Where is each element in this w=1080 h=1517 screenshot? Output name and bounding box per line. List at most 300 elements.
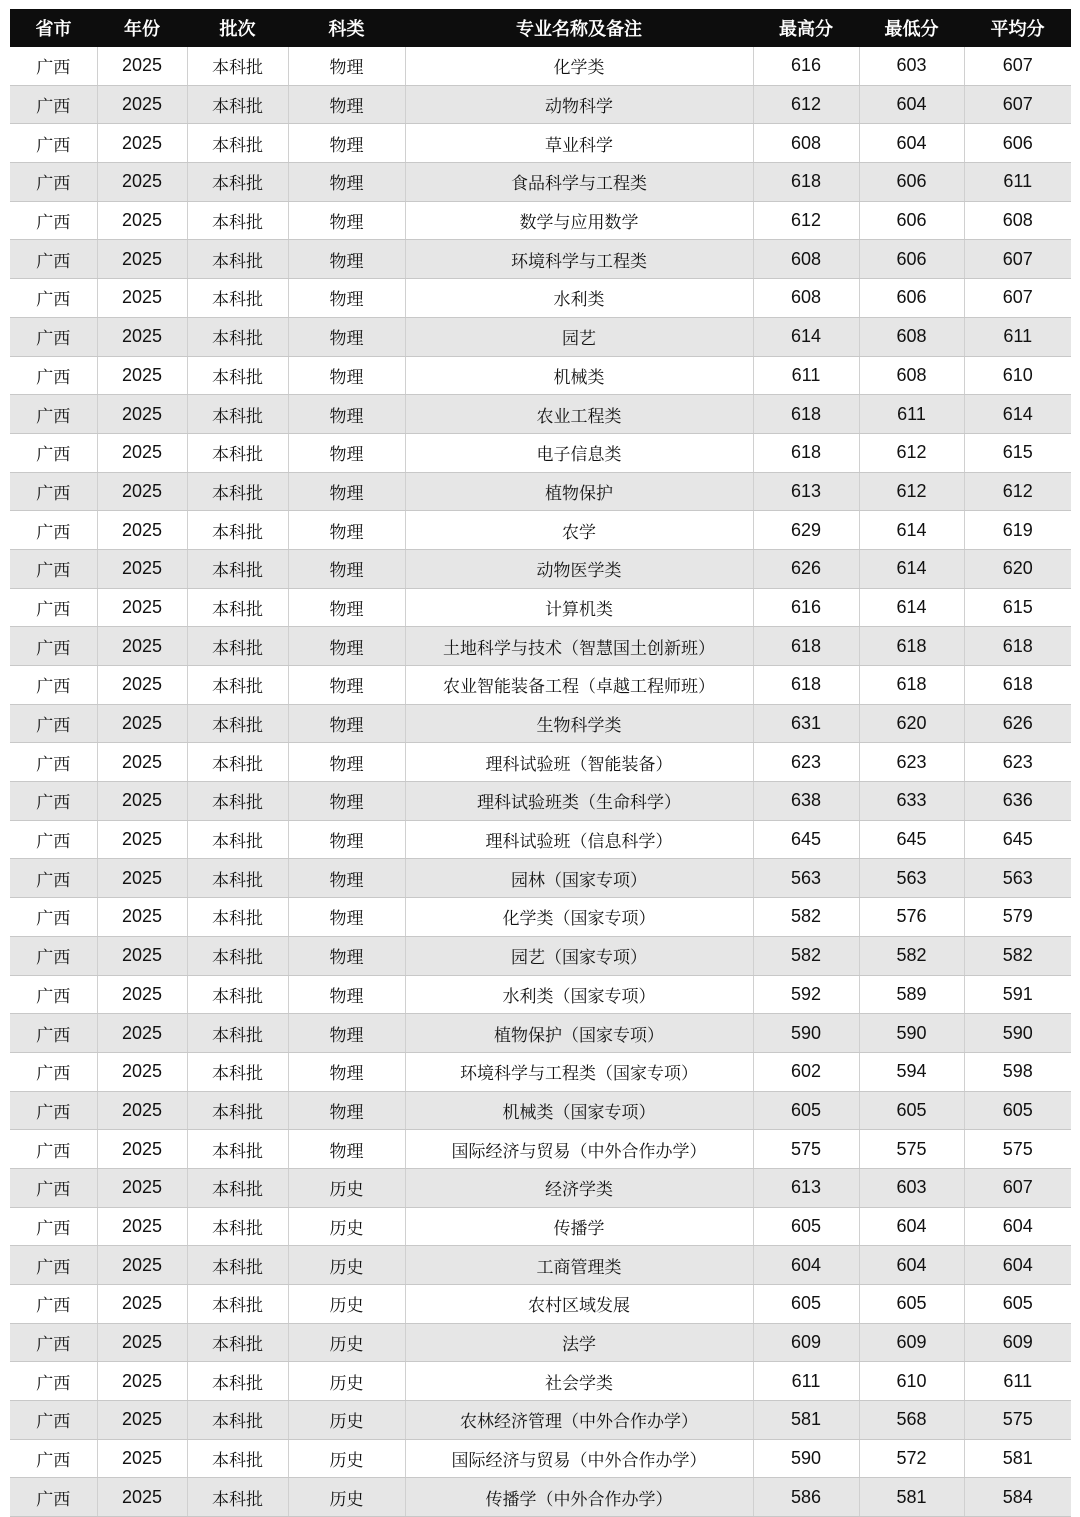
cell-year: 2025 <box>97 356 187 395</box>
cell-year: 2025 <box>97 782 187 821</box>
cell-batch: 本科批 <box>187 936 288 975</box>
cell-major-name: 法学 <box>405 1323 753 1362</box>
cell-province: 广西 <box>10 124 97 163</box>
cell-major-name: 食品科学与工程类 <box>405 163 753 202</box>
cell-province: 广西 <box>10 201 97 240</box>
table-row <box>10 472 1071 511</box>
cell-year: 2025 <box>97 1014 187 1053</box>
cell-avg-score: 611 <box>964 1362 1071 1401</box>
cell-major-name: 植物保护 <box>405 472 753 511</box>
cell-min-score: 603 <box>859 47 964 85</box>
cell-year: 2025 <box>97 317 187 356</box>
cell-batch: 本科批 <box>187 1478 288 1517</box>
cell-batch: 本科批 <box>187 47 288 85</box>
cell-min-score: 582 <box>859 936 964 975</box>
header-batch: 批次 <box>187 9 288 47</box>
cell-max-score: 602 <box>753 1052 859 1091</box>
cell-max-score: 631 <box>753 704 859 743</box>
cell-max-score: 613 <box>753 472 859 511</box>
cell-year: 2025 <box>97 1246 187 1285</box>
cell-avg-score: 591 <box>964 975 1071 1014</box>
cell-subject-category: 物理 <box>288 47 405 85</box>
cell-subject-category: 历史 <box>288 1478 405 1517</box>
cell-subject-category: 物理 <box>288 859 405 898</box>
cell-batch: 本科批 <box>187 975 288 1014</box>
cell-major-name: 社会学类 <box>405 1362 753 1401</box>
cell-year: 2025 <box>97 743 187 782</box>
table-row <box>10 201 1071 240</box>
header-year: 年份 <box>97 9 187 47</box>
cell-province: 广西 <box>10 85 97 124</box>
table-row <box>10 511 1071 550</box>
cell-batch: 本科批 <box>187 1014 288 1053</box>
table-row <box>10 1362 1071 1401</box>
cell-avg-score: 636 <box>964 782 1071 821</box>
cell-min-score: 614 <box>859 549 964 588</box>
cell-min-score: 605 <box>859 1091 964 1130</box>
table-row <box>10 279 1071 318</box>
cell-major-name: 理科试验班类（生命科学） <box>405 782 753 821</box>
cell-major-name: 农学 <box>405 511 753 550</box>
cell-year: 2025 <box>97 627 187 666</box>
cell-year: 2025 <box>97 85 187 124</box>
table-row <box>10 549 1071 588</box>
table-row <box>10 782 1071 821</box>
cell-max-score: 604 <box>753 1246 859 1285</box>
cell-avg-score: 645 <box>964 820 1071 859</box>
cell-province: 广西 <box>10 549 97 588</box>
score-table-container <box>10 9 1071 1517</box>
cell-major-name: 动物科学 <box>405 85 753 124</box>
cell-min-score: 572 <box>859 1439 964 1478</box>
cell-batch: 本科批 <box>187 627 288 666</box>
cell-province: 广西 <box>10 1091 97 1130</box>
cell-avg-score: 615 <box>964 588 1071 627</box>
cell-batch: 本科批 <box>187 1091 288 1130</box>
cell-major-name: 农林经济管理（中外合作办学） <box>405 1401 753 1440</box>
cell-year: 2025 <box>97 433 187 472</box>
cell-avg-score: 619 <box>964 511 1071 550</box>
cell-max-score: 605 <box>753 1091 859 1130</box>
cell-year: 2025 <box>97 124 187 163</box>
cell-max-score: 618 <box>753 666 859 705</box>
table-row <box>10 1052 1071 1091</box>
cell-year: 2025 <box>97 279 187 318</box>
cell-province: 广西 <box>10 859 97 898</box>
cell-major-name: 理科试验班（信息科学） <box>405 820 753 859</box>
cell-year: 2025 <box>97 511 187 550</box>
cell-year: 2025 <box>97 704 187 743</box>
cell-subject-category: 物理 <box>288 85 405 124</box>
cell-batch: 本科批 <box>187 1362 288 1401</box>
cell-batch: 本科批 <box>187 820 288 859</box>
cell-batch: 本科批 <box>187 588 288 627</box>
cell-batch: 本科批 <box>187 317 288 356</box>
cell-subject-category: 物理 <box>288 936 405 975</box>
cell-min-score: 606 <box>859 163 964 202</box>
cell-batch: 本科批 <box>187 279 288 318</box>
cell-max-score: 612 <box>753 201 859 240</box>
cell-max-score: 590 <box>753 1439 859 1478</box>
cell-province: 广西 <box>10 588 97 627</box>
table-row <box>10 85 1071 124</box>
cell-province: 广西 <box>10 1362 97 1401</box>
table-row <box>10 395 1071 434</box>
cell-min-score: 590 <box>859 1014 964 1053</box>
cell-province: 广西 <box>10 1478 97 1517</box>
cell-year: 2025 <box>97 666 187 705</box>
table-row <box>10 666 1071 705</box>
cell-batch: 本科批 <box>187 124 288 163</box>
cell-year: 2025 <box>97 472 187 511</box>
cell-province: 广西 <box>10 356 97 395</box>
cell-province: 广西 <box>10 240 97 279</box>
table-row <box>10 936 1071 975</box>
cell-max-score: 638 <box>753 782 859 821</box>
cell-province: 广西 <box>10 1323 97 1362</box>
cell-max-score: 582 <box>753 936 859 975</box>
cell-subject-category: 物理 <box>288 472 405 511</box>
cell-max-score: 605 <box>753 1285 859 1324</box>
cell-avg-score: 584 <box>964 1478 1071 1517</box>
cell-province: 广西 <box>10 782 97 821</box>
cell-major-name: 计算机类 <box>405 588 753 627</box>
cell-min-score: 618 <box>859 666 964 705</box>
cell-subject-category: 物理 <box>288 975 405 1014</box>
cell-year: 2025 <box>97 859 187 898</box>
cell-batch: 本科批 <box>187 433 288 472</box>
table-row <box>10 433 1071 472</box>
cell-subject-category: 历史 <box>288 1401 405 1440</box>
cell-min-score: 610 <box>859 1362 964 1401</box>
cell-year: 2025 <box>97 1401 187 1440</box>
cell-avg-score: 618 <box>964 627 1071 666</box>
cell-province: 广西 <box>10 898 97 937</box>
cell-min-score: 633 <box>859 782 964 821</box>
cell-year: 2025 <box>97 1285 187 1324</box>
cell-batch: 本科批 <box>187 511 288 550</box>
cell-batch: 本科批 <box>187 898 288 937</box>
cell-major-name: 化学类 <box>405 47 753 85</box>
cell-major-name: 园艺（国家专项） <box>405 936 753 975</box>
cell-batch: 本科批 <box>187 1168 288 1207</box>
cell-min-score: 604 <box>859 85 964 124</box>
cell-avg-score: 582 <box>964 936 1071 975</box>
cell-province: 广西 <box>10 975 97 1014</box>
cell-subject-category: 物理 <box>288 898 405 937</box>
cell-avg-score: 611 <box>964 163 1071 202</box>
cell-min-score: 606 <box>859 201 964 240</box>
cell-subject-category: 物理 <box>288 666 405 705</box>
cell-max-score: 609 <box>753 1323 859 1362</box>
cell-avg-score: 590 <box>964 1014 1071 1053</box>
header-major-name: 专业名称及备注 <box>405 9 753 47</box>
cell-year: 2025 <box>97 975 187 1014</box>
cell-province: 广西 <box>10 279 97 318</box>
cell-max-score: 581 <box>753 1401 859 1440</box>
cell-min-score: 612 <box>859 433 964 472</box>
cell-avg-score: 579 <box>964 898 1071 937</box>
table-row <box>10 47 1071 85</box>
cell-min-score: 606 <box>859 240 964 279</box>
table-row <box>10 124 1071 163</box>
cell-subject-category: 历史 <box>288 1207 405 1246</box>
cell-province: 广西 <box>10 666 97 705</box>
cell-batch: 本科批 <box>187 1052 288 1091</box>
cell-max-score: 613 <box>753 1168 859 1207</box>
cell-max-score: 612 <box>753 85 859 124</box>
cell-subject-category: 物理 <box>288 124 405 163</box>
cell-avg-score: 605 <box>964 1285 1071 1324</box>
cell-major-name: 园林（国家专项） <box>405 859 753 898</box>
cell-year: 2025 <box>97 1052 187 1091</box>
cell-province: 广西 <box>10 743 97 782</box>
cell-major-name: 电子信息类 <box>405 433 753 472</box>
cell-min-score: 563 <box>859 859 964 898</box>
cell-batch: 本科批 <box>187 743 288 782</box>
cell-min-score: 594 <box>859 1052 964 1091</box>
cell-year: 2025 <box>97 240 187 279</box>
cell-subject-category: 物理 <box>288 356 405 395</box>
cell-province: 广西 <box>10 1207 97 1246</box>
cell-subject-category: 物理 <box>288 511 405 550</box>
cell-major-name: 理科试验班（智能装备） <box>405 743 753 782</box>
table-body <box>10 47 1071 1517</box>
cell-major-name: 动物医学类 <box>405 549 753 588</box>
cell-province: 广西 <box>10 627 97 666</box>
cell-province: 广西 <box>10 1246 97 1285</box>
cell-major-name: 园艺 <box>405 317 753 356</box>
cell-major-name: 国际经济与贸易（中外合作办学） <box>405 1439 753 1478</box>
cell-major-name: 数学与应用数学 <box>405 201 753 240</box>
cell-year: 2025 <box>97 1091 187 1130</box>
cell-subject-category: 历史 <box>288 1285 405 1324</box>
cell-min-score: 609 <box>859 1323 964 1362</box>
table-row <box>10 240 1071 279</box>
cell-avg-score: 575 <box>964 1401 1071 1440</box>
table-row <box>10 1130 1071 1169</box>
cell-min-score: 604 <box>859 1207 964 1246</box>
table-row <box>10 975 1071 1014</box>
table-row <box>10 317 1071 356</box>
cell-major-name: 农业智能装备工程（卓越工程师班） <box>405 666 753 705</box>
cell-max-score: 614 <box>753 317 859 356</box>
cell-min-score: 620 <box>859 704 964 743</box>
cell-batch: 本科批 <box>187 201 288 240</box>
cell-subject-category: 物理 <box>288 395 405 434</box>
cell-max-score: 616 <box>753 588 859 627</box>
cell-max-score: 611 <box>753 1362 859 1401</box>
cell-min-score: 575 <box>859 1130 964 1169</box>
cell-min-score: 589 <box>859 975 964 1014</box>
cell-batch: 本科批 <box>187 1439 288 1478</box>
cell-subject-category: 物理 <box>288 743 405 782</box>
table-row <box>10 898 1071 937</box>
cell-subject-category: 历史 <box>288 1168 405 1207</box>
cell-avg-score: 614 <box>964 395 1071 434</box>
cell-batch: 本科批 <box>187 549 288 588</box>
cell-batch: 本科批 <box>187 1323 288 1362</box>
table-row <box>10 743 1071 782</box>
cell-year: 2025 <box>97 1323 187 1362</box>
cell-year: 2025 <box>97 47 187 85</box>
cell-max-score: 586 <box>753 1478 859 1517</box>
cell-min-score: 645 <box>859 820 964 859</box>
cell-avg-score: 581 <box>964 1439 1071 1478</box>
cell-major-name: 经济学类 <box>405 1168 753 1207</box>
cell-min-score: 603 <box>859 1168 964 1207</box>
cell-province: 广西 <box>10 1014 97 1053</box>
cell-max-score: 629 <box>753 511 859 550</box>
cell-subject-category: 物理 <box>288 1014 405 1053</box>
cell-max-score: 645 <box>753 820 859 859</box>
header-subject-category: 科类 <box>288 9 405 47</box>
cell-major-name: 传播学 <box>405 1207 753 1246</box>
cell-avg-score: 607 <box>964 240 1071 279</box>
cell-batch: 本科批 <box>187 163 288 202</box>
cell-max-score: 575 <box>753 1130 859 1169</box>
cell-year: 2025 <box>97 1478 187 1517</box>
table-row <box>10 1014 1071 1053</box>
cell-subject-category: 物理 <box>288 433 405 472</box>
cell-avg-score: 575 <box>964 1130 1071 1169</box>
table-row <box>10 859 1071 898</box>
cell-year: 2025 <box>97 936 187 975</box>
cell-year: 2025 <box>97 201 187 240</box>
cell-batch: 本科批 <box>187 1246 288 1285</box>
cell-province: 广西 <box>10 163 97 202</box>
cell-province: 广西 <box>10 472 97 511</box>
cell-batch: 本科批 <box>187 1130 288 1169</box>
cell-province: 广西 <box>10 1052 97 1091</box>
table-row <box>10 1439 1071 1478</box>
cell-major-name: 工商管理类 <box>405 1246 753 1285</box>
cell-min-score: 608 <box>859 317 964 356</box>
cell-major-name: 生物科学类 <box>405 704 753 743</box>
cell-max-score: 563 <box>753 859 859 898</box>
table-row <box>10 1285 1071 1324</box>
cell-batch: 本科批 <box>187 782 288 821</box>
header-max-score: 最高分 <box>753 9 859 47</box>
cell-min-score: 614 <box>859 511 964 550</box>
cell-province: 广西 <box>10 1168 97 1207</box>
cell-min-score: 604 <box>859 124 964 163</box>
cell-major-name: 农业工程类 <box>405 395 753 434</box>
cell-subject-category: 物理 <box>288 627 405 666</box>
cell-max-score: 626 <box>753 549 859 588</box>
header-avg-score: 平均分 <box>964 9 1071 47</box>
cell-subject-category: 历史 <box>288 1323 405 1362</box>
cell-max-score: 608 <box>753 124 859 163</box>
table-row <box>10 1091 1071 1130</box>
cell-batch: 本科批 <box>187 356 288 395</box>
cell-major-name: 传播学（中外合作办学） <box>405 1478 753 1517</box>
cell-subject-category: 历史 <box>288 1439 405 1478</box>
header-row <box>10 9 1071 47</box>
cell-min-score: 618 <box>859 627 964 666</box>
cell-major-name: 环境科学与工程类（国家专项） <box>405 1052 753 1091</box>
table-header <box>10 9 1071 47</box>
cell-year: 2025 <box>97 1439 187 1478</box>
cell-avg-score: 626 <box>964 704 1071 743</box>
cell-province: 广西 <box>10 1401 97 1440</box>
cell-max-score: 582 <box>753 898 859 937</box>
cell-year: 2025 <box>97 898 187 937</box>
cell-avg-score: 618 <box>964 666 1071 705</box>
cell-avg-score: 609 <box>964 1323 1071 1362</box>
cell-avg-score: 620 <box>964 549 1071 588</box>
cell-major-name: 机械类 <box>405 356 753 395</box>
cell-province: 广西 <box>10 704 97 743</box>
table-row <box>10 356 1071 395</box>
cell-min-score: 576 <box>859 898 964 937</box>
cell-avg-score: 607 <box>964 47 1071 85</box>
cell-subject-category: 物理 <box>288 317 405 356</box>
cell-major-name: 土地科学与技术（智慧国土创新班） <box>405 627 753 666</box>
cell-batch: 本科批 <box>187 1285 288 1324</box>
cell-max-score: 590 <box>753 1014 859 1053</box>
cell-avg-score: 607 <box>964 85 1071 124</box>
cell-batch: 本科批 <box>187 240 288 279</box>
cell-subject-category: 物理 <box>288 820 405 859</box>
cell-province: 广西 <box>10 317 97 356</box>
header-min-score: 最低分 <box>859 9 964 47</box>
cell-avg-score: 604 <box>964 1246 1071 1285</box>
cell-year: 2025 <box>97 163 187 202</box>
cell-subject-category: 物理 <box>288 279 405 318</box>
cell-max-score: 608 <box>753 240 859 279</box>
cell-max-score: 611 <box>753 356 859 395</box>
table-row <box>10 627 1071 666</box>
cell-batch: 本科批 <box>187 1401 288 1440</box>
cell-batch: 本科批 <box>187 1207 288 1246</box>
cell-avg-score: 605 <box>964 1091 1071 1130</box>
cell-batch: 本科批 <box>187 85 288 124</box>
cell-min-score: 604 <box>859 1246 964 1285</box>
cell-avg-score: 611 <box>964 317 1071 356</box>
header-province: 省市 <box>10 9 97 47</box>
cell-province: 广西 <box>10 1285 97 1324</box>
cell-major-name: 国际经济与贸易（中外合作办学） <box>405 1130 753 1169</box>
cell-subject-category: 物理 <box>288 163 405 202</box>
cell-batch: 本科批 <box>187 704 288 743</box>
cell-avg-score: 606 <box>964 124 1071 163</box>
table-row <box>10 1401 1071 1440</box>
cell-max-score: 623 <box>753 743 859 782</box>
cell-min-score: 614 <box>859 588 964 627</box>
cell-province: 广西 <box>10 1439 97 1478</box>
cell-max-score: 618 <box>753 433 859 472</box>
cell-major-name: 机械类（国家专项） <box>405 1091 753 1130</box>
cell-year: 2025 <box>97 820 187 859</box>
cell-max-score: 592 <box>753 975 859 1014</box>
cell-avg-score: 610 <box>964 356 1071 395</box>
cell-avg-score: 598 <box>964 1052 1071 1091</box>
table-row <box>10 1168 1071 1207</box>
cell-max-score: 618 <box>753 627 859 666</box>
table-row <box>10 1246 1071 1285</box>
table-row <box>10 1323 1071 1362</box>
cell-max-score: 605 <box>753 1207 859 1246</box>
cell-major-name: 水利类 <box>405 279 753 318</box>
cell-avg-score: 563 <box>964 859 1071 898</box>
cell-batch: 本科批 <box>187 666 288 705</box>
cell-min-score: 581 <box>859 1478 964 1517</box>
cell-min-score: 623 <box>859 743 964 782</box>
cell-batch: 本科批 <box>187 395 288 434</box>
cell-major-name: 水利类（国家专项） <box>405 975 753 1014</box>
cell-subject-category: 物理 <box>288 1091 405 1130</box>
